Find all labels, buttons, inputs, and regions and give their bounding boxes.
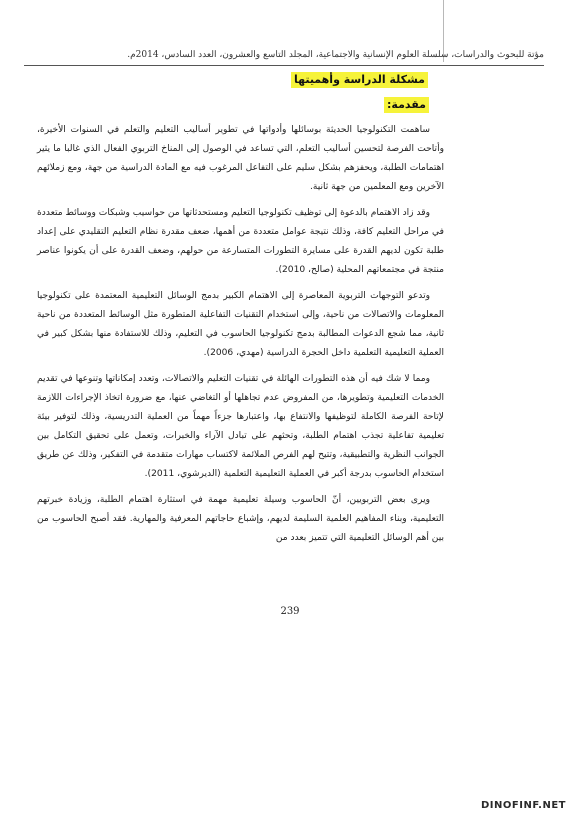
header-rule [24, 65, 544, 66]
paragraph: وتدعو التوجهات التربوية المعاصرة إلى الاهتمام الكبير بدمج الوسائل التعليمية المعتمدة على تكنولوجيا المعلومات والاتصالات من ناحية، وإلى استخدام التقنيات التفاعلية المتطورة مثل الوسائط المتعددة من ناحية ثانية، مما شجع الدعوات المطالبة بدمج تكنولوجيا الحاسوب في التعليم، وذلك للاستفادة منها بشكل كبير في العملية التعليمية التعلمية داخل الحجرة الدراسية (مهدي، 2006). [37, 291, 444, 358]
body-text [37, 121, 444, 555]
heading-study-problem: مشكلة الدراسة وأهميتها [291, 72, 428, 88]
page-number: 239 [280, 606, 300, 617]
site-watermark: DINOFINF.NET [481, 800, 566, 811]
paragraph: ساهمت التكنولوجيا الحديثة بوسائلها وأدواتها في تطوير أساليب التعليم والتعلم في السنوات الأخيرة، وأتاحت الفرصة لتحسين أساليب التعلم، التي تساعد في الوصول إلى المناخ التربوي الفعال الذي غالبا ما يثير اهتمامات الطلبة، ويحفزهم بشكل سليم على التفاعل المرغوب فيه مع المادة الدراسية من جهة، ومع زملائهم الآخرين ومع المعلمين من جهة ثانية. [37, 125, 444, 192]
paragraph: ومما لا شك فيه أن هذه التطورات الهائلة في تقنيات التعليم والاتصالات، وتعدد إمكاناتها وتنوعها في تقديم الخدمات التعليمية وتطويرها، من المفروض عدم تجاهلها أو التغاضي عنها، مع ضرورة اتخاذ الإجراءات اللازمة لإتاحة الفرصة الكاملة لتوظيفها والانتفاع بها، واعتبارها جزءاً مهماً من العملية التدريسية، وذلك لتوفير بيئة تعليمية تفاعلية تجذب اهتمام الطلبة، وتحثهم على تبادل الآراء والخبرات، وتعمل على تحقيق التكامل بين الجوانب النظرية والتطبيقية، وتتيح لهم الفرص الملائمة لاكتساب مهارات متقدمة في التفكير، وذلك عن طريق استخدام الحاسوب بدرجة أكبر في العملية التعليمية التعلمية (الديرشوي، 2011). [37, 374, 444, 479]
heading-introduction: مقدمة: [384, 97, 429, 113]
paragraph: ويرى بعض التربويين، أنّ الحاسوب وسيلة تعليمية مهمة في استثارة اهتمام الطلبة، وزيادة خبرتهم التعليمية، وبناء المفاهيم العلمية السليمة لديهم، وإشباع حاجاتهم المعرفية والمهارية. فقد أصبح الحاسوب من بين أهم الوسائل التعليمية التي تتميز بعدد من [37, 495, 444, 543]
paragraph: وقد زاد الاهتمام بالدعوة إلى توظيف تكنولوجيا التعليم ومستحدثاتها من حواسيب وشبكات ووسائط متعددة في مراحل التعليم كافة، وذلك نتيجة عوامل متعددة من أهمها، ضعف مقدرة نظام التعليم التقليدي على إعداد طلبة تكون لديهم القدرة على مسايرة التطورات المتسارعة من حولهم، وضعف القدرة على أن يكونوا عناصر منتجة في مجتمعاتهم المحلية (صالح، 2010). [37, 208, 444, 275]
running-header: مؤتة للبحوث والدراسات، سلسلة العلوم الإنسانية والاجتماعية، المجلد التاسع والعشرون، العدد السادس، 2014م. [127, 50, 544, 60]
